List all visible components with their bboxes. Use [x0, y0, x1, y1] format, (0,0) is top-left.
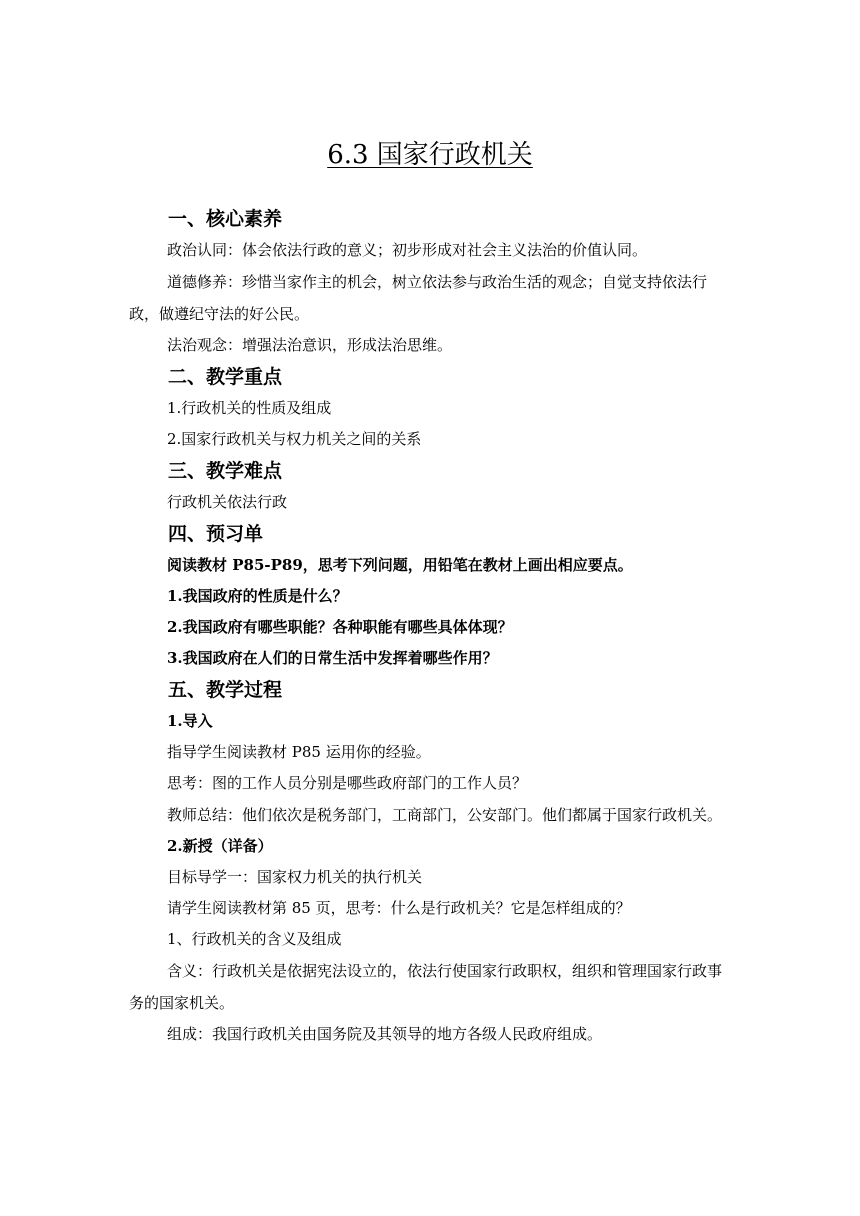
paragraph: 组成：我国行政机关由国务院及其领导的地方各级人民政府组成。	[167, 1025, 603, 1043]
subheading-intro: 1.导入	[167, 712, 213, 730]
paragraph: 行政机关依法行政	[167, 493, 288, 511]
paragraph: 法治观念：增强法治意识，形成法治思维。	[167, 336, 453, 354]
paragraph-bold: 3.我国政府在人们的日常生活中发挥着哪些作用？	[167, 649, 498, 667]
section-heading-teaching-focus: 二、教学重点	[168, 366, 283, 388]
paragraph-bold: 阅读教材 P85-P89，思考下列问题，用铅笔在教材上画出相应要点。	[167, 556, 633, 574]
section-heading-teaching-difficulty: 三、教学难点	[168, 460, 283, 482]
paragraph: 指导学生阅读教材 P85 运用你的经验。	[167, 743, 431, 761]
paragraph-bold: 1.我国政府的性质是什么？	[167, 587, 348, 605]
section-heading-teaching-process: 五、教学过程	[168, 679, 283, 701]
paragraph: 道德修养：珍惜当家作主的机会，树立依法参与政治生活的观念；自觉支持依法行政，做遵纪守法的好公民。	[129, 273, 708, 323]
paragraph: 含义：行政机关是依据宪法设立的，依法行使国家行政职权，组织和管理国家行政事务的国家机关。	[129, 962, 723, 1012]
paragraph: 政治认同：体会依法行政的意义；初步形成对社会主义法治的价值认同。	[167, 241, 648, 259]
section-heading-core-literacy: 一、核心素养	[168, 208, 283, 230]
paragraph: 教师总结：他们依次是税务部门，工商部门，公安部门。他们都属于国家行政机关。	[167, 806, 723, 824]
document-body	[129, 204, 735, 1050]
document-title: 6.3 国家行政机关	[327, 140, 533, 170]
paragraph-bold: 2.我国政府有哪些职能？各种职能有哪些具体体现？	[167, 618, 513, 636]
paragraph: 请学生阅读教材第 85 页，思考：什么是行政机关？它是怎样组成的？	[167, 899, 631, 917]
section-heading-preview-sheet: 四、预习单	[168, 523, 264, 545]
subheading-new-lesson: 2.新授（详备）	[167, 837, 273, 855]
paragraph: 1.行政机关的性质及组成	[167, 399, 332, 417]
paragraph: 目标导学一：国家权力机关的执行机关	[167, 868, 423, 886]
paragraph: 1、行政机关的含义及组成	[167, 930, 342, 948]
paragraph: 2.国家行政机关与权力机关之间的关系	[167, 430, 422, 448]
paragraph: 思考：图的工作人员分别是哪些政府部门的工作人员？	[167, 774, 528, 792]
